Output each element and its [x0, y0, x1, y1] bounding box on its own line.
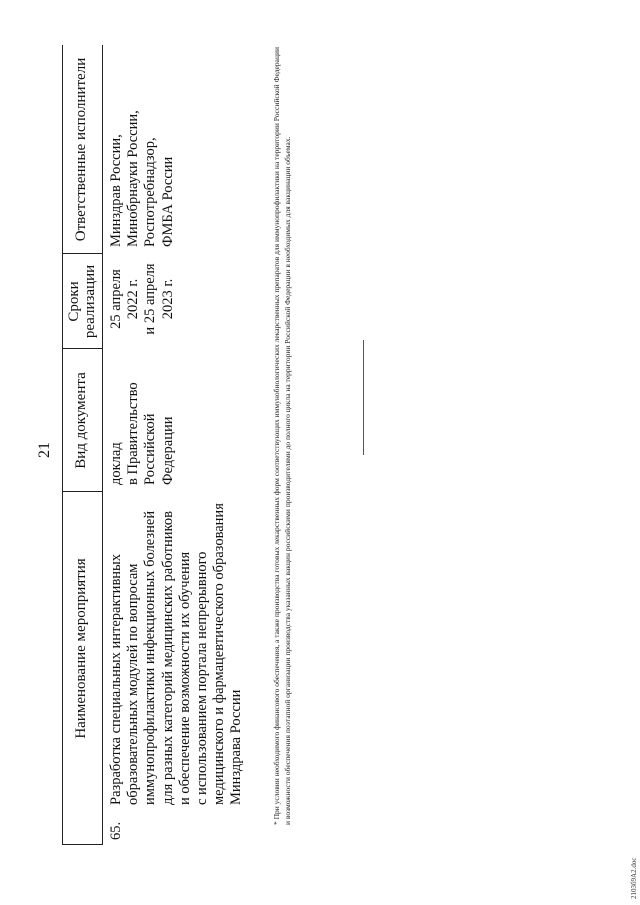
header-responsible: Ответственные исполнители: [73, 57, 89, 242]
row-deadline: 25 апреля 2022 г. и 25 апреля 2023 г.: [108, 263, 176, 335]
header-doc-type: Вид документа: [73, 372, 89, 469]
row-doc-type: доклад в Правительство Российской Федерации: [108, 382, 176, 485]
document-id: 2103б9А2.doc: [630, 857, 638, 899]
header-name: Наименование мероприятия: [73, 558, 89, 739]
header-deadline: Сроки реализации: [66, 264, 98, 339]
header-bottom-border: [102, 45, 103, 845]
row-name: Разработка специальных интерактивных образовательных модулей по вопросам иммунопрофилактики инфекционных болезней для разных категорий медицинских работников и обеспечение возможности их обучения с использованием портала непрерывного медицинского и фармацевтического образования Минздрава России: [108, 503, 245, 805]
table-top-border: [62, 45, 63, 845]
row-responsible: Минздрав России, Минобрнауки России, Роспотребнадзор, ФМБА России: [108, 110, 176, 247]
page-number: 21: [36, 442, 53, 458]
row-number: 65.: [108, 821, 124, 840]
footnote-separator: [363, 340, 364, 455]
table-left-edge: [62, 844, 102, 845]
footnote: * При условии необходимого финансового обеспечения, а также производства готовых лекарственных форм соответствующих иммунобиологических лекарственных препаратов для иммунопрофилактики на территории Российской Федерации и возможности обеспечения поэтапной организации производства указанных вакцин российскими производителями до полного цикла на территории Российской Федерации в необходимых для вакцинации объемах.: [272, 47, 292, 825]
